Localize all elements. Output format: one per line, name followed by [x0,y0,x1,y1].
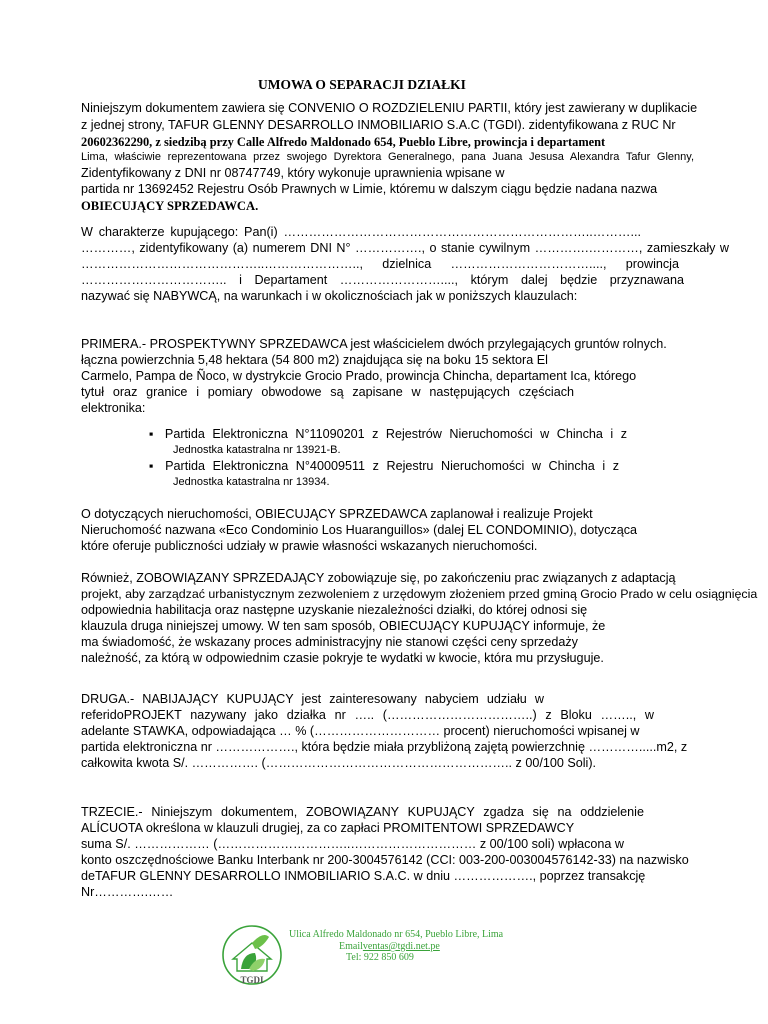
footer-email-line [339,941,440,952]
intro-line-4: Lima, właściwie reprezentowana przez swojego Dyrektora Generalnego, pana Juana Jesusa Alexandra Tafur Glenny, [81,151,694,163]
buyer-line-2: …………, zidentyfikowany (a) numerem DNI N° ……………., o stanie cywilnym ………….…………, zamieszkały w [81,241,729,255]
druga-line-3: adelante STAWKA, odpowiadająca … % (………………………… procent) nieruchomości wpisanej w [81,724,640,738]
primera-line-4: tytuł oraz granice i pomiary obwodowe są zapisane w następujących częściach [81,385,574,399]
para-b-line-6: należność, za którą w odpowiednim czasie pokryje te wydatki w kwocie, która mu przysługuje. [81,651,604,665]
druga-line-4: partida elektroniczna nr ………………., która będzie miała przybliżoną zajętą powierzchnię ………….....m2, z [81,740,688,754]
para-b-line-3: odpowiednia habilitacja oraz następne uzyskanie niezależności działki, do której odnosi się [81,603,588,617]
buyer-line-1: W charakterze kupującego: Pan(i) ………………………………………………………………..………... [81,225,641,239]
bullet-item-2: ▪ Partida Elektroniczna N°40009511 z Rejestru Nieruchomości w Chincha i z [149,459,619,473]
primera-line-2: łączna powierzchnia 5,48 hektara (54 800 m2) znajdująca się na boku 15 sektora El [81,353,548,367]
logo-text: TGDI [240,975,264,985]
para-b-line-1: Również, ZOBOWIĄZANY SPRZEDAJĄCY zobowiązuje się, po zakończeniu prac związanych z adaptacją [81,571,676,585]
intro-line-3: 20602362290, z siedzibą przy Calle Alfredo Maldonado 654, Pueblo Libre, prowincja i departament [81,135,606,149]
intro-line-1: Niniejszym dokumentem zawiera się CONVENIO O ROZDZIELENIU PARTII, który jest zawierany w duplikacie [81,101,698,115]
trzecie-line-4: konto oszczędnościowe Banku Interbank nr 200-3004576142 (CCI: 003-200-003004576142-33) na nazwisko [81,853,689,867]
primera-line-3: Carmelo, Pampa de Ñoco, w dystrykcie Grocio Prado, prowincja Chincha, departament Ica, którego [81,369,637,383]
primera-line-5: elektronika: [81,401,146,415]
bullet-item-1-sub: Jednostka katastralna nr 13921-B. [173,444,341,456]
footer-email-link[interactable]: ventas@tgdi.net.pe [362,941,440,952]
trzecie-line-2: ALÍCUOTA określona w klauzuli drugiej, za co zapłaci PROMITENTOWI SPRZEDAWCY [81,821,575,835]
footer-email-label: Email [339,941,363,952]
trzecie-line-1: TRZECIE.- Niniejszym dokumentem, ZOBOWIĄZANY KUPUJĄCY zgadza się na oddzielenie [81,805,644,819]
intro-line-5: Zidentyfikowany z DNI nr 08747749, który wykonuje uprawnienia wpisane w [81,166,505,180]
bullet-item-1: ▪ Partida Elektroniczna N°11090201 z Rejestrów Nieruchomości w Chincha i z [149,427,627,441]
primera-line-1: PRIMERA.- PROSPEKTYWNY SPRZEDAWCA jest właścicielem dwóch przylegających gruntów rolnych. [81,337,667,351]
buyer-line-5: nazywać się NABYWCĄ, na warunkach i w okolicznościach jak w poniższych klauzulach: [81,289,578,303]
druga-line-5: całkowita kwota S/. ……………. (………………………………………………….. z 00/100 Soli). [81,756,597,770]
footer-phone: Tel: 922 850 609 [346,952,414,963]
intro-line-7: OBIECUJĄCY SPRZEDAWCA. [81,199,259,213]
para-a-line-2: Nieruchomość nazwana «Eco Condominio Los Huaranguillos» (dalej EL CONDOMINIO), dotycząca [81,523,638,537]
druga-line-1: DRUGA.- NABIJAJĄCY KUPUJĄCY jest zainteresowany nabyciem udziału w [81,692,544,706]
para-b-line-2: projekt, aby zarządzać urbanistycznym zezwoleniem z urzędowym złożeniem przed gminą Grocio Prado w celu osiągnięcia [81,587,758,601]
para-a-line-1: O dotyczących nieruchomości, OBIECUJĄCY SPRZEDAWCA zaplanował i realizuje Projekt [81,507,593,521]
document-title: UMOWA O SEPARACJI DZIAŁKI [258,77,466,92]
intro-line-6: partida nr 13692452 Rejestru Osób Prawnych w Limie, któremu w dalszym ciągu będzie nadana nazwa [81,182,658,196]
para-a-line-3: które oferuje publiczności udziały w prawie własności wskazanych nieruchomości. [81,539,538,553]
trzecie-line-6: Nr………….…… [81,885,174,899]
house-leaf-icon [219,923,285,993]
para-b-line-4: klauzula druga niniejszej umowy. W ten sam sposób, OBIECUJĄCY KUPUJĄCY informuje, że [81,619,606,633]
trzecie-line-5: deTAFUR GLENNY DESARROLLO INMOBILIARIO S.A.C. w dniu ………………., poprzez transakcję [81,869,646,883]
para-b-line-5: ma świadomość, że wskazany proces administracyjny nie stanowi części ceny sprzedaży [81,635,578,649]
buyer-line-3: ……………………………………..………………….., dzielnica ……………………………...., prowincja [81,257,679,271]
intro-line-2: z jednej strony, TAFUR GLENNY DESARROLLO INMOBILIARIO S.A.C (TGDI). zidentyfikowana z RUC Nr [81,118,676,132]
druga-line-2: referidoPROJEKT nazywany jako działka nr ….. (……………………………..) z Bloku …….., w [81,708,654,722]
buyer-line-4: …………………………….. i Departament ……………………...., którym dalej będzie przyznawana [81,273,684,287]
tgdi-logo [219,923,285,993]
footer-address: Ulica Alfredo Maldonado nr 654, Pueblo Libre, Lima [289,929,504,940]
bullet-item-2-sub: Jednostka katastralna nr 13934. [173,476,330,488]
trzecie-line-3: suma S/. ……………… (…………………………..………………………… z 00/100 soli) wpłacona w [81,837,625,851]
